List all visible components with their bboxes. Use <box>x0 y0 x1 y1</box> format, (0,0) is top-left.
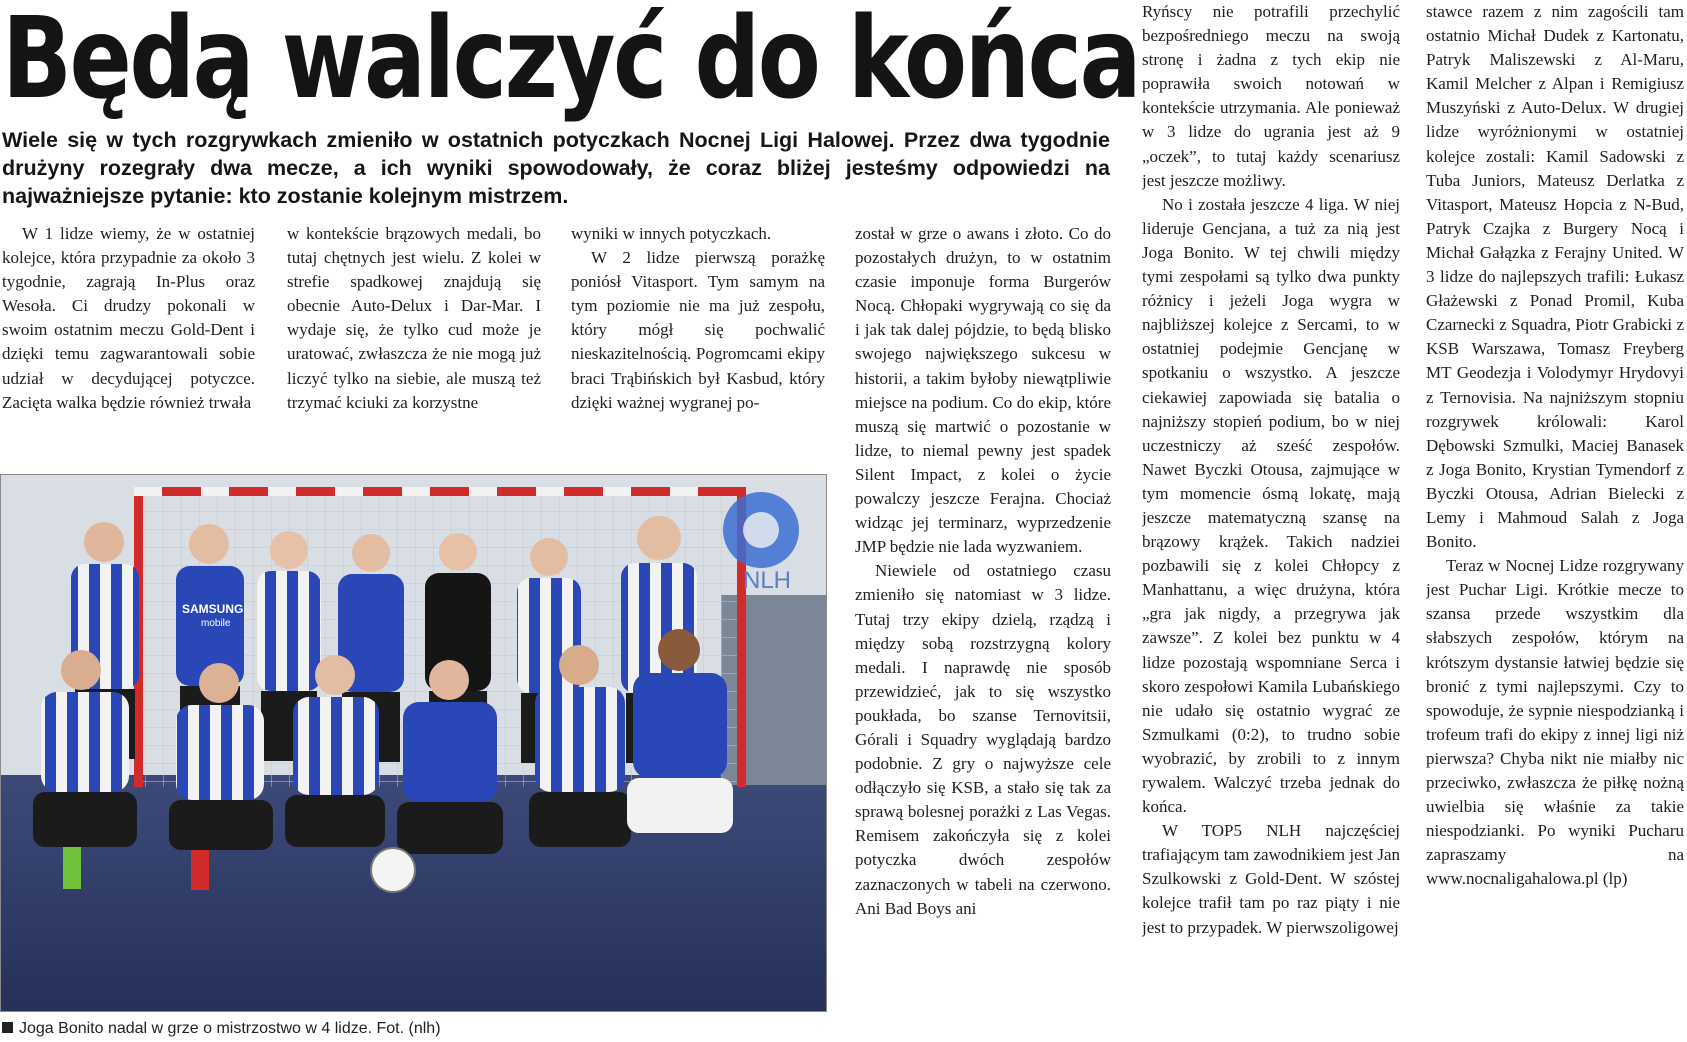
paragraph: Teraz w Nocnej Lidze rozgrywany jest Puchar Ligi. Krótkie mecze to szansa przede wszystkim dla słabszych zespołów, którym na krótszym dystansie łatwiej będzie się bronić z tymi najlepszymi. Czy to spowoduje, że sypnie niespodzianką i trofeum trafi do ekipy z innej ligi niż pierwsza? Chyba nikt nie miałby nic przeciwko, zwłaszcza że piłkę nożną uwielbia się właśnie za takie niespodzianki. Po wyniki Pucharu zapraszamy na www.nocnaligahalowa.pl (lp) <box>1426 556 1684 889</box>
team-photo <box>0 474 827 1012</box>
wall-logo-text: NLH <box>743 567 792 594</box>
caption-square-icon <box>2 1022 13 1033</box>
photo-caption <box>2 1017 832 1041</box>
article-column-5 <box>1142 0 1400 1042</box>
article-column-4 <box>855 222 1111 1042</box>
paragraph: wyniki w innych potyczkach. <box>571 224 772 243</box>
paragraph: został w grze o awans i złoto. Co do pozostałych drużyn, to w ostatnim czasie imponuje forma Burgerów Nocą. Chłopaki wygrywają co się da i jak tak dalej pójdzie, to będą blisko swojego największego sukcesu w historii, a takim byłoby niewątpliwie miejsce na podium. Co do ekip, które muszą się martwić o pozostanie w lidze, to niemal pewny jest spadek Silent Impact, z kolei o życie powalczy jeszcze Ferajna. Chociaż widząc jej terminarz, wyprzedzenie JMP będzie nie lada wyzwaniem. <box>855 224 1111 557</box>
article-column-2 <box>287 222 541 444</box>
paragraph: stawce razem z nim zagościli tam ostatnio Michał Dudek z Kartonatu, Patryk Maliszewski z Al-Maru, Kamil Melcher z Alpan i Remigiusz Muszyński z Auto-Delux. W drugiej lidze wyróżnionymi w ostatniej kolejce zostali: Kamil Sadowski z Tuba Juniors, Mateusz Derlatka z Vitasport, Mateusz Hopcia z N-Bud, Patryk Czajka z Burgery Nocą i Michał Gałązka z Ferajny United. W 3 lidze do najlepszych trafili: Łukasz Głażewski z Ponad Promil, Kuba Czarnecki z Squadra, Piotr Grabicki z KSB Warszawa, Tomasz Freyberg MT Geodezja i Volodymyr Hrydovyi z Ternovisia. Na najniższym stopniu rozgrywek królowali: Karol Dębowski Szmulki, Maciej Banasek z Joga Bonito, Krystian Tymendorf z Byczki Otousa, Adrian Bielecki z Lemy i Mahmoud Salah z Joga Bonito. <box>1426 2 1684 552</box>
paragraph: Ryńscy nie potrafili przechylić bezpośredniego meczu na swoją stronę i żadna z tych ekip nie poprawiła swoich notowań w kontekście utrzymania. Ale ponieważ w 3 lidze do ugrania jest aż 9 „oczek”, to tutaj każdy scenariusz jest jeszcze możliwy. <box>1142 2 1400 190</box>
paragraph: Niewiele od ostatniego czasu zmieniło się natomiast w 3 lidze. Tutaj trzy ekipy dzielą, rządzą i między sobą rozstrzygną kolory medali. I naprawdę nie sposób przewidzieć, jak to się wszystko poukłada, bo szanse Ternovitsii, Górali i Squadry wyglądają bardzo podobnie. Z gry o najwyższe cele odłączyło się KSB, a stało się tak za sprawą bolesnej porażki z Las Vegas. Remisem zakończyła się z kolei potyczka dwóch zespołów zaznaczonych w tabeli na czerwono. Ani Bad Boys ani <box>855 561 1111 918</box>
caption-text: Joga Bonito nadal w grze o mistrzostwo w 4 lidze. Fot. (nlh) <box>19 1020 441 1037</box>
article-column-3 <box>571 222 825 444</box>
lead-paragraph: Wiele się w tych rozgrywkach zmieniło w ostatnich potyczkach Nocnej Ligi Halowej. Przez dwa tygodnie drużyny rozegrały dwa mecze, a ich wyniki spowodowały, że coraz bliżej jesteśmy odpowiedzi na najważniejsze pytanie: kto zostanie kolejnym mistrzem. <box>2 128 1110 208</box>
headline: Będą walczyć do końca <box>2 0 1140 124</box>
shirt-sponsor-subtext: mobile <box>201 618 231 629</box>
shirt-sponsor: SAMSUNG <box>182 602 244 616</box>
article-column-1 <box>2 222 255 444</box>
paragraph: w kontekście brązowych medali, bo tutaj chętnych jest wielu. Z kolei w strefie spadkowej znajdują się obecnie Auto-Delux i Dar-Mar. I wydaje się, że tylko cud może je uratować, zwłaszcza że nie mogą już liczyć tylko na siebie, ale muszą też trzymać kciuki za korzystne <box>287 224 541 412</box>
football <box>371 848 415 892</box>
paragraph: W 1 lidze wiemy, że w ostatniej kolejce, która przypadnie za około 3 tygodnie, zagrają In-Plus oraz Wesoła. Ci drudzy pokonali w swoim ostatnim meczu Gold-Dent i dzięki temu zagwarantowali sobie udział w decydującej potyczce. Zacięta walka będzie również trwała <box>2 224 255 412</box>
team-photo-illustration <box>1 475 826 1011</box>
paragraph: W TOP5 NLH najczęściej trafiającym tam zawodnikiem jest Jan Szulkowski z Gold-Dent. W szóstej kolejce trafił tam po raz piąty i nie jest to przypadek. W pierwszoligowej <box>1142 821 1400 937</box>
paragraph: W 2 lidze pierwszą porażkę poniósł Vitasport. Tym samym na tym poziomie nie ma już zespołu, który mógł się pochwalić nieskazitelnością. Pogromcami ekipy braci Trąbińskich był Kasbud, który dzięki ważnej wygranej po- <box>571 248 825 412</box>
article-column-6 <box>1426 0 1684 1042</box>
paragraph: No i została jeszcze 4 liga. W niej lideruje Gencjana, a tuż za nią jest Joga Bonito. W tej chwili między tymi zespołami są tylko dwa punkty różnicy i jeżeli Joga wygra w najbliższej kolejce z Sercami, to w ostatniej podejmie Gencjanę w spotkaniu o wszystko. A jeszcze ciekawiej zapowiada się batalia o najniższy stopień podium, bo w niej uczestniczy aż sześć zespołów. Nawet Byczki Otousa, zajmujące w tym momencie ósmą lokatę, mają jeszcze matematyczną szansę na brązowy krążek. Takich nadziei pozbawili się z kolei Chłopcy z Manhattanu, a więc drużyna, która „gra jak nigdy, a przegrywa jak zawsze”. Z kolei bez punktu w 4 lidze pozostają wspomniane Serca i skoro zespołowi Kamila Lubańskiego nie udało się ostatnio wygrać ze Szmulkami (0:2), to trudno sobie wyobrazić, by zrobili to z innym rywalem. Walczyć trzeba jednak do końca. <box>1142 194 1400 817</box>
